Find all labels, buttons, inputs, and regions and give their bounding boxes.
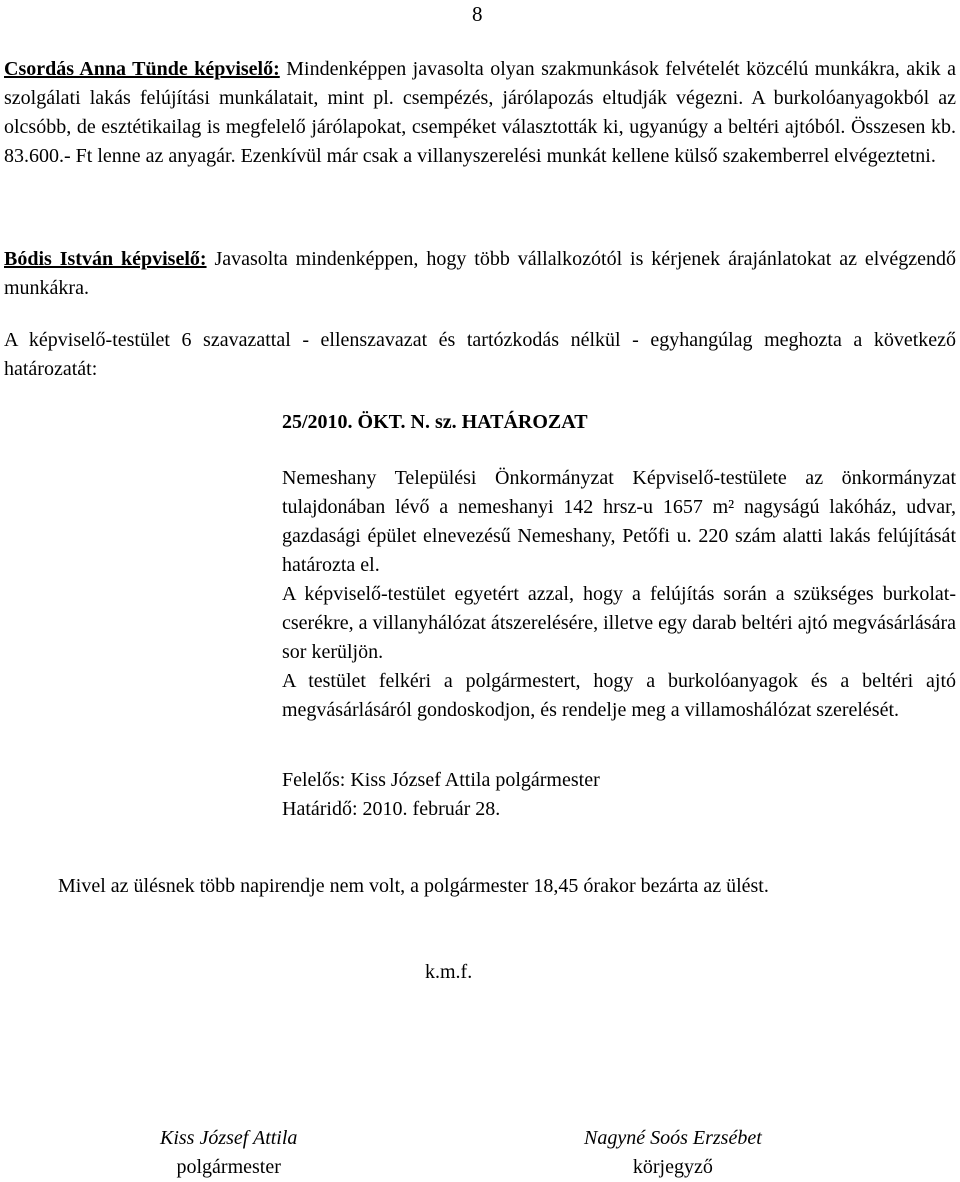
page-number: 8 bbox=[472, 2, 483, 26]
signature-role: polgármester bbox=[176, 1156, 281, 1178]
closing-sentence: Mivel az ülésnek több napirendje nem volt, a polgármester 18,45 órakor bezárta az ülést. bbox=[58, 875, 769, 897]
resolution-part-1: Nemeshany Települési Önkormányzat Képviselő-testülete az önkormányzat tulajdonában lévő a nemeshanyi 142 hrsz-u 1657 m² nagyságú lakóház, udvar, gazdasági épület elnevezésű Nemeshany, Petőfi u. 220 szám alatti lakás felújítását határozta el. bbox=[282, 467, 956, 576]
speaker-label: Csordás Anna Tünde képviselő: bbox=[4, 58, 280, 80]
paragraph-text: Mindenképpen javasolta olyan szakmunkások felvételét közcélú munkákra, akik a szolgálati lakás felújítási munkálatait, mint pl. csempézés, járólapozás eltudják végezni. A burkolóanyagokból az olcsóbb, de esztétikailag is megfelelő járólapokat, csempéket választották ki, ugyanúgy a beltéri ajtóból. Összesen kb. 83.600.- Ft lenne az anyagár. Ezenkívül már csak a villanyszerelési munkát kellene külső szakemberrel elvégeztetni. bbox=[4, 58, 956, 167]
signature-mayor bbox=[160, 1124, 297, 1182]
signature-name: Nagyné Soós Erzsébet bbox=[584, 1127, 762, 1149]
paragraph-bodis bbox=[4, 245, 956, 303]
signature-name: Kiss József Attila bbox=[160, 1127, 298, 1149]
resolution-body bbox=[282, 464, 956, 725]
signature-role: körjegyző bbox=[632, 1156, 713, 1178]
paragraph-csordas bbox=[4, 55, 956, 171]
paragraph-text: Javasolta mindenképpen, hogy több vállalkozótól is kérjenek árajánlatokat az elvégzendő munkákra. bbox=[4, 248, 956, 299]
resolution-responsible: Felelős: Kiss József Attila polgármester bbox=[282, 769, 600, 791]
kmf: k.m.f. bbox=[425, 961, 473, 983]
resolution-part-3: A testület felkéri a polgármestert, hogy a burkolóanyagok és a beltéri ajtó megvásárlásáról gondoskodjon, és rendelje meg a villamoshálózat szerelését. bbox=[282, 670, 956, 721]
paragraph-text: A képviselő-testület 6 szavazattal - ellenszavazat és tartózkodás nélkül - egyhangúlag meghozta a következő határozatát: bbox=[4, 329, 956, 380]
resolution-heading: 25/2010. ÖKT. N. sz. HATÁROZAT bbox=[282, 411, 588, 433]
resolution-deadline: Határidő: 2010. február 28. bbox=[282, 798, 501, 820]
signature-notary bbox=[584, 1124, 762, 1182]
resolution-part-2: A képviselő-testület egyetért azzal, hogy a felújítás során a szükséges burkolat-cserékre, a villanyhálózat átszerelésére, illetve egy darab beltéri ajtó megvásárlására sor kerüljön. bbox=[282, 583, 956, 663]
paragraph-vote bbox=[4, 326, 956, 384]
speaker-label: Bódis István képviselő: bbox=[4, 248, 207, 270]
